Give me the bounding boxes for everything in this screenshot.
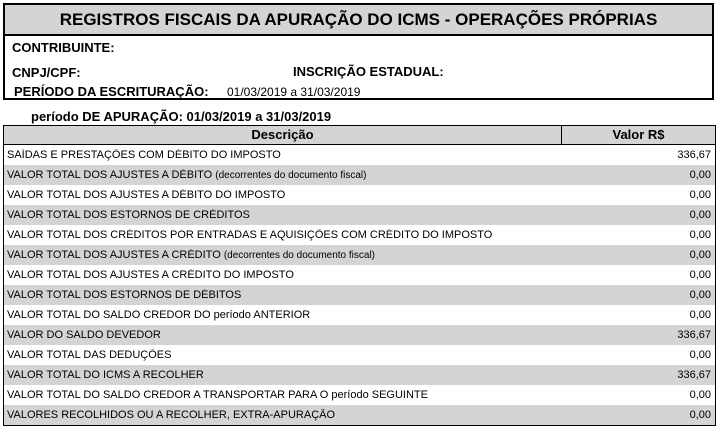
column-header-descricao: Descrição [4,126,562,144]
row-description [4,389,562,401]
row-description [4,309,562,321]
row-value: 336,67 [677,149,711,161]
row-description [4,249,562,261]
periodo-escrituracao-value: 01/03/2019 a 31/03/2019 [227,85,361,99]
row-description [4,169,562,181]
table-row [4,345,715,365]
row-description [4,349,562,361]
row-description-text: VALOR TOTAL DOS ESTORNOS DE CRÉDITOS [7,209,250,221]
table-row [4,245,715,265]
apuracao-table [3,125,716,426]
row-value: 0,00 [689,249,711,261]
row-value: 0,00 [689,389,711,401]
table-row [4,265,715,285]
row-description [4,329,562,341]
cnpj-label: CNPJ/CPF: [12,65,81,80]
row-description-text: VALOR TOTAL DO ICMS A RECOLHER [7,369,204,381]
row-value: 0,00 [689,409,711,421]
row-description-text: SAÍDAS E PRESTAÇÕES COM DÉBITO DO IMPOSTO [7,149,281,161]
table-row [4,205,715,225]
row-description [4,149,562,161]
row-value: 0,00 [689,269,711,281]
row-description-text: VALOR TOTAL DOS AJUSTES A CRÉDITO DO IMPOSTO [7,269,294,281]
table-row [4,165,715,185]
row-description-text: VALOR TOTAL DO SALDO CREDOR DO período ANTERIOR [7,309,311,321]
table-row [4,325,715,345]
row-description-text: VALOR TOTAL DO SALDO CREDOR A TRANSPORTAR PARA O período SEGUINTE [7,389,428,401]
table-row [4,385,715,405]
row-description [4,229,562,241]
row-description [4,189,562,201]
row-value: 0,00 [689,289,711,301]
row-description-text: VALOR DO SALDO DEVEDOR [7,329,161,341]
row-value: 0,00 [689,229,711,241]
row-value: 336,67 [677,369,711,381]
report-title: REGISTROS FISCAIS DA APURAÇÃO DO ICMS - OPERAÇÕES PRÓPRIAS [5,5,712,36]
table-row [4,285,715,305]
row-description [4,289,562,301]
row-description-text: VALOR TOTAL DOS AJUSTES A CRÉDITO [7,249,221,261]
row-description-text: VALOR TOTAL DOS ESTORNOS DE DÉBITOS [7,289,242,301]
row-description [4,409,562,421]
row-value: 0,00 [689,169,711,181]
table-body [4,145,715,425]
row-description [4,209,562,221]
table-row [4,365,715,385]
row-description-note: (decorrentes do documento fiscal) [223,250,375,261]
table-row [4,225,715,245]
row-description-text: VALOR TOTAL DOS AJUSTES A DÉBITO [7,169,213,181]
table-header [4,126,715,145]
row-description-text: VALORES RECOLHIDOS OU A RECOLHER, EXTRA-APURAÇÃO [7,409,336,421]
row-description-note: (decorrentes do documento fiscal) [215,170,367,181]
table-row [4,145,715,165]
periodo-apuracao: período DE APURAÇÃO: 01/03/2019 a 31/03/2019 [31,109,332,124]
row-value: 336,67 [677,329,711,341]
table-row [4,305,715,325]
row-value: 0,00 [689,309,711,321]
column-header-valor: Valor R$ [612,127,665,142]
row-description-text: VALOR TOTAL DOS AJUSTES A DÉBITO DO IMPOSTO [7,189,286,201]
row-description-text: VALOR TOTAL DAS DEDUÇÕES [7,349,172,361]
row-value: 0,00 [689,349,711,361]
table-row [4,185,715,205]
contribuinte-label: CONTRIBUINTE: [12,40,115,55]
row-description-text: VALOR TOTAL DOS CRÉDITOS POR ENTRADAS E AQUISIÇÕES COM CRÉDITO DO IMPOSTO [7,229,493,241]
table-row [4,405,715,425]
periodo-escrituracao-label: PERÍODO DA ESCRITURAÇÃO: [14,84,209,99]
row-value: 0,00 [689,189,711,201]
row-description [4,269,562,281]
header-box [3,3,714,100]
inscricao-estadual-label: INSCRIÇÃO ESTADUAL: [293,64,444,79]
row-value: 0,00 [689,209,711,221]
row-description [4,369,562,381]
